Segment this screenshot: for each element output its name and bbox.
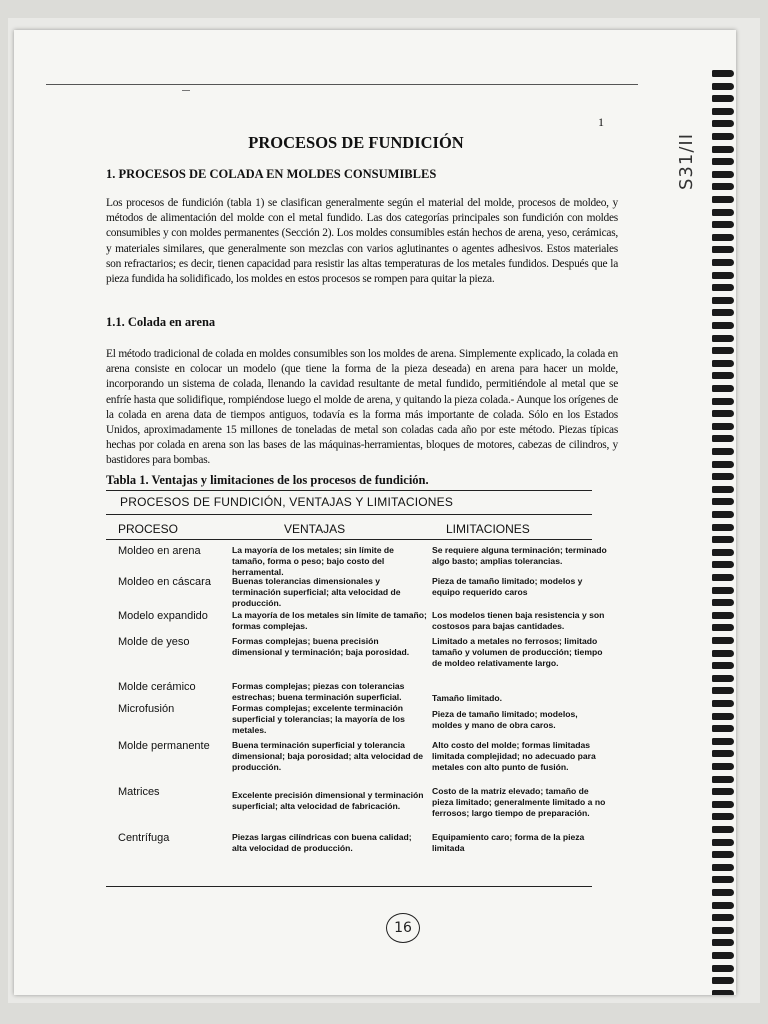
- cell-limitaciones: Equipamiento caro; forma de la pieza limitada: [432, 832, 585, 854]
- spiral-coil: [712, 498, 734, 505]
- handwritten-circled-number: 16: [386, 913, 420, 943]
- cell-proceso: Moldeo en cáscara: [118, 576, 211, 588]
- spiral-coil: [712, 612, 734, 619]
- spiral-coil: [712, 511, 734, 518]
- cell-limitaciones: Los modelos tienen baja resistencia y son costosos para bajas cantidades.: [432, 610, 605, 632]
- cell-proceso: Molde permanente: [118, 740, 210, 752]
- spiral-coil: [712, 473, 734, 480]
- spiral-coil: [712, 435, 734, 442]
- cell-limitaciones: Alto costo del molde; formas limitadas limitada complejidad; no adecuado para metales con alto punto de fusión.: [432, 740, 596, 773]
- spiral-coil: [712, 95, 734, 102]
- cell-limitaciones: Limitado a metales no ferrosos; limitado tamaño y volumen de producción; tiempo de moldeo relativamente largo.: [432, 636, 603, 669]
- table-title: PROCESOS DE FUNDICIÓN, VENTAJAS Y LIMITACIONES: [120, 495, 454, 509]
- spiral-coil: [712, 713, 734, 720]
- spiral-coil: [712, 108, 734, 115]
- spiral-coil: [712, 801, 734, 808]
- spiral-coil: [712, 536, 734, 543]
- spiral-coil: [712, 297, 734, 304]
- spiral-coil: [712, 259, 734, 266]
- cell-proceso: Moldeo en arena: [118, 545, 201, 557]
- spiral-coil: [712, 221, 734, 228]
- cell-ventajas: Excelente precisión dimensional y terminación superficial; alta velocidad de fabricación.: [232, 790, 424, 812]
- cell-ventajas: Piezas largas cilíndricas con buena calidad; alta velocidad de producción.: [232, 832, 412, 854]
- header-rule: [46, 84, 638, 85]
- column-header-limitaciones: LIMITACIONES: [446, 522, 530, 536]
- spiral-coil: [712, 738, 734, 745]
- spiral-coil: [712, 587, 734, 594]
- spiral-coil: [712, 448, 734, 455]
- spiral-coil: [712, 209, 734, 216]
- spiral-coil: [712, 675, 734, 682]
- spiral-coil: [712, 574, 734, 581]
- section-1-paragraph: Los procesos de fundición (tabla 1) se clasifican generalmente según el material del molde, procesos de moldeo, y métodos de alimentación del molde con el metal fundido. Las dos categorías principales son fundición con moldes consumibles y con moldes permanentes (Sección 2). Los moldes consumibles están hechos de arena, yeso, cerámicas, y materiales similares, que generalmente son mezclas con varios aglutinantes o agentes adhesivos. Estos materiales son refractarios; es decir, tienen capacidad para resistir las altas temperaturas de los metales fundidos. Después que la pieza fundida ha solidificado, los moldes en estos procesos se rompen para quitar la pieza.: [106, 197, 618, 286]
- spiral-coil: [712, 461, 734, 468]
- spiral-coil: [712, 687, 734, 694]
- table-title-rule: [106, 514, 592, 515]
- spiral-coil: [712, 662, 734, 669]
- spiral-coil: [712, 309, 734, 316]
- cell-ventajas: La mayoría de los metales; sin límite de tamaño, forma o peso; bajo costo del herramental.: [232, 545, 394, 578]
- spiral-coil: [712, 120, 734, 127]
- section-heading-1: 1. PROCESOS DE COLADA EN MOLDES CONSUMIBLES: [106, 167, 437, 181]
- cell-limitaciones: Pieza de tamaño limitado; modelos y equipo requerido caros: [432, 576, 583, 598]
- spiral-coil: [712, 284, 734, 291]
- cell-limitaciones: Se requiere alguna terminación; terminado algo basto; amplias tolerancias.: [432, 545, 607, 567]
- spiral-coil: [712, 990, 734, 995]
- spiral-coil: [712, 158, 734, 165]
- spiral-coil: [712, 360, 734, 367]
- cell-proceso: Matrices: [118, 786, 160, 798]
- spiral-coil: [712, 196, 734, 203]
- table-caption: Tabla 1. Ventajas y limitaciones de los procesos de fundición.: [106, 473, 429, 487]
- spiral-coil: [712, 83, 734, 90]
- spiral-coil: [712, 776, 734, 783]
- spiral-coil: [712, 246, 734, 253]
- spiral-coil: [712, 624, 734, 631]
- spiral-coil: [712, 599, 734, 606]
- spiral-coil: [712, 133, 734, 140]
- header-mark: [182, 90, 190, 91]
- spiral-coil: [712, 524, 734, 531]
- spiral-binding: [710, 70, 736, 995]
- cell-ventajas: Formas complejas; buena precisión dimensional y terminación; baja porosidad.: [232, 636, 410, 658]
- cell-ventajas: Buena terminación superficial y tolerancia dimensional; baja porosidad; alta velocidad de producción.: [232, 740, 424, 773]
- table-bottom-rule: [106, 886, 592, 887]
- spiral-coil: [712, 398, 734, 405]
- cell-ventajas: Formas complejas; piezas con tolerancias estrechas; buena terminación superficial.: [232, 681, 405, 703]
- spiral-coil: [712, 637, 734, 644]
- spiral-coil: [712, 788, 734, 795]
- spiral-coil: [712, 335, 734, 342]
- spiral-coil: [712, 234, 734, 241]
- spiral-coil: [712, 725, 734, 732]
- spiral-coil: [712, 410, 734, 417]
- table-top-rule: [106, 490, 592, 491]
- page-number: 1: [598, 115, 604, 129]
- cell-proceso: Molde cerámico: [118, 681, 196, 693]
- cell-ventajas: Buenas tolerancias dimensionales y terminación superficial; alta velocidad de producción.: [232, 576, 401, 609]
- spiral-coil: [712, 385, 734, 392]
- table-header-rule: [106, 539, 592, 540]
- spiral-coil: [712, 977, 734, 984]
- spiral-coil: [712, 914, 734, 921]
- spiral-coil: [712, 750, 734, 757]
- spiral-coil: [712, 813, 734, 820]
- spiral-coil: [712, 876, 734, 883]
- cell-limitaciones: Pieza de tamaño limitado; modelos, moldes y mano de obra caros.: [432, 709, 578, 731]
- cell-proceso: Modelo expandido: [118, 610, 208, 622]
- spiral-coil: [712, 839, 734, 846]
- spiral-coil: [712, 851, 734, 858]
- spiral-coil: [712, 927, 734, 934]
- spiral-coil: [712, 272, 734, 279]
- cell-limitaciones: Costo de la matriz elevado; tamaño de pieza limitado; generalmente limitado a no ferrosos; largo tiempo de preparación.: [432, 786, 606, 819]
- spiral-coil: [712, 183, 734, 190]
- handwritten-margin-note: S31/II: [676, 132, 697, 190]
- spiral-coil: [712, 902, 734, 909]
- spiral-coil: [712, 423, 734, 430]
- spiral-coil: [712, 347, 734, 354]
- spiral-coil: [712, 650, 734, 657]
- spiral-coil: [712, 864, 734, 871]
- document-title: PROCESOS DE FUNDICIÓN: [248, 133, 464, 152]
- cell-ventajas: Formas complejas; excelente terminación superficial y tolerancias; la mayoría de los metales.: [232, 703, 405, 736]
- spiral-coil: [712, 826, 734, 833]
- column-header-ventajas: VENTAJAS: [284, 522, 346, 536]
- spiral-coil: [712, 171, 734, 178]
- spiral-coil: [712, 763, 734, 770]
- spiral-coil: [712, 322, 734, 329]
- column-header-proceso: PROCESO: [118, 522, 179, 536]
- spiral-coil: [712, 70, 734, 77]
- spiral-coil: [712, 700, 734, 707]
- cell-proceso: Centrífuga: [118, 832, 170, 844]
- spiral-coil: [712, 486, 734, 493]
- spiral-coil: [712, 372, 734, 379]
- cell-limitaciones: Tamaño limitado.: [432, 693, 503, 703]
- spiral-coil: [712, 146, 734, 153]
- section-1-1-paragraph: El método tradicional de colada en moldes consumibles son los moldes de arena. Simplemente explicado, la colada en arena consiste en colocar un modelo (que tiene la forma de la pieza deseada) en arena para hacer un molde, incorporando un sistema de colada, llenando la cavidad resultante de metal fundido, permitiéndole al metal que se enfríe hasta que solidifique, rompiéndose luego el molde de arena, y quitando la pieza colada.- Aunque los orígenes de la colada en arena data de tiempos antiguos, todavía es la forma más importante de colada. Sólo en los Estados Unidos, aproximadamente 15 millones de toneladas de metal son coladas cada año por este método. Piezas típicas hechas por colada en arena son las bases de las máquinas-herramientas, bloques de motores, cabezas de cilindros, y bastidores para bombas.: [106, 348, 618, 467]
- spiral-coil: [712, 549, 734, 556]
- spiral-coil: [712, 939, 734, 946]
- section-heading-1-1: 1.1. Colada en arena: [106, 315, 216, 329]
- spiral-coil: [712, 952, 734, 959]
- cell-proceso: Microfusión: [118, 703, 175, 715]
- spiral-coil: [712, 561, 734, 568]
- spiral-coil: [712, 965, 734, 972]
- cell-ventajas: La mayoría de los metales sin límite de tamaño; formas complejas.: [232, 610, 427, 632]
- cell-proceso: Molde de yeso: [118, 636, 190, 648]
- spiral-coil: [712, 889, 734, 896]
